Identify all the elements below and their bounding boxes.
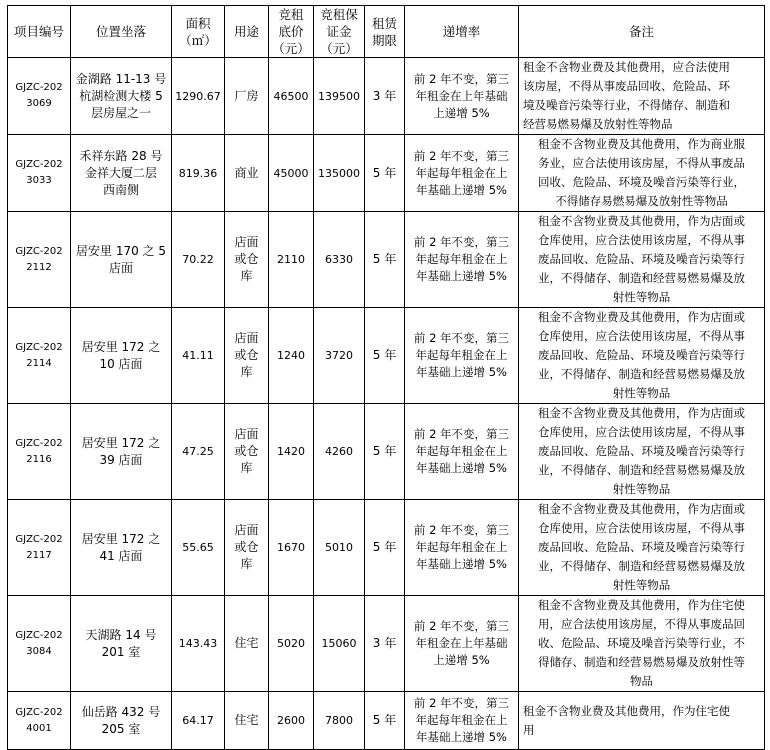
header-code: 项目编号 (8, 6, 71, 58)
cell-term: 3 年 (365, 58, 405, 135)
header-area: 面积 （㎡） (172, 6, 225, 58)
cell-location: 禾祥东路 28 号 金祥大厦二层 西南侧 (71, 135, 172, 212)
cell-use: 住宅 (225, 596, 269, 692)
cell-location: 居安里 172 之 10 店面 (71, 308, 172, 404)
cell-term: 5 年 (365, 212, 405, 308)
cell-increase: 前 2 年不变，第三 年起每年租金在上 年基础上递增 5% (405, 135, 519, 212)
cell-code: GJZC-202 2114 (8, 308, 71, 404)
cell-price: 1240 (269, 308, 314, 404)
cell-deposit: 3720 (314, 308, 365, 404)
table-row (8, 308, 765, 404)
cell-area: 70.22 (172, 212, 225, 308)
cell-area: 47.25 (172, 404, 225, 500)
cell-increase: 前 2 年不变，第三 年起每年租金在上 年基础上递增 5% (405, 500, 519, 596)
cell-area: 143.43 (172, 596, 225, 692)
cell-code: GJZC-202 3084 (8, 596, 71, 692)
cell-remark: 租金不含物业费及其他费用，作为店面或 仓库使用，应合法使用该房屋，不得从事 废品回收、危险品、环境及噪音污染等行 业，不得储存、制造和经营易燃易爆及放 射性等物品 (519, 212, 765, 308)
cell-term: 5 年 (365, 692, 405, 750)
table-row (8, 500, 765, 596)
cell-deposit: 4260 (314, 404, 365, 500)
cell-area: 1290.67 (172, 58, 225, 135)
cell-deposit: 6330 (314, 212, 365, 308)
cell-code: GJZC-202 3069 (8, 58, 71, 135)
cell-deposit: 7800 (314, 692, 365, 750)
cell-increase: 前 2 年不变，第三 年起每年租金在上 年基础上递增 5% (405, 692, 519, 750)
cell-term: 5 年 (365, 135, 405, 212)
cell-term: 5 年 (365, 308, 405, 404)
table-row (8, 212, 765, 308)
cell-use: 厂房 (225, 58, 269, 135)
cell-code: GJZC-202 2116 (8, 404, 71, 500)
cell-use: 店面 或仓 库 (225, 500, 269, 596)
cell-location: 居安里 172 之 39 店面 (71, 404, 172, 500)
cell-location: 金湖路 11-13 号 杭湖检测大楼 5 层房屋之一 (71, 58, 172, 135)
header-deposit: 竞租保 证金 （元） (314, 6, 365, 58)
header-increase: 递增率 (405, 6, 519, 58)
header-price: 竞租 底价 （元） (269, 6, 314, 58)
cell-deposit: 139500 (314, 58, 365, 135)
cell-location: 天湖路 14 号 201 室 (71, 596, 172, 692)
cell-remark: 租金不含物业费及其他费用，应合法使用 该房屋，不得从事废品回收、危险品、环 境及噪音污染等行业，不得储存、制造和 经营易燃易爆及放射性等物品 (519, 58, 765, 135)
cell-price: 2600 (269, 692, 314, 750)
table-row (8, 58, 765, 135)
cell-price: 1420 (269, 404, 314, 500)
header-use: 用途 (225, 6, 269, 58)
table-row (8, 135, 765, 212)
header-row (8, 6, 765, 58)
cell-remark: 租金不含物业费及其他费用，作为店面或 仓库使用，应合法使用该房屋，不得从事 废品回收、危险品、环境及噪音污染等行 业，不得储存、制造和经营易燃易爆及放 射性等物品 (519, 404, 765, 500)
cell-code: GJZC-202 3033 (8, 135, 71, 212)
cell-location: 居安里 170 之 5 店面 (71, 212, 172, 308)
table-row (8, 692, 765, 750)
cell-price: 1670 (269, 500, 314, 596)
header-term: 租赁 期限 (365, 6, 405, 58)
cell-area: 819.36 (172, 135, 225, 212)
cell-term: 3 年 (365, 596, 405, 692)
cell-location: 居安里 172 之 41 店面 (71, 500, 172, 596)
cell-area: 64.17 (172, 692, 225, 750)
cell-deposit: 15060 (314, 596, 365, 692)
cell-use: 住宅 (225, 692, 269, 750)
cell-remark: 租金不含物业费及其他费用，作为住宅使 用，应合法使用该房屋，不得从事废品回 收、危险品、环境及噪音污染等行业，不 得储存、制造和经营易燃易爆及放射性等 物品 (519, 596, 765, 692)
cell-increase: 前 2 年不变，第三 年租金在上年基础 上递增 5% (405, 596, 519, 692)
cell-term: 5 年 (365, 404, 405, 500)
cell-increase: 前 2 年不变，第三 年起每年租金在上 年基础上递增 5% (405, 212, 519, 308)
cell-remark: 租金不含物业费及其他费用，作为住宅使 用 (519, 692, 765, 750)
cell-term: 5 年 (365, 500, 405, 596)
cell-use: 商业 (225, 135, 269, 212)
cell-use: 店面 或仓 库 (225, 404, 269, 500)
cell-price: 46500 (269, 58, 314, 135)
rental-table (7, 5, 765, 750)
cell-remark: 租金不含物业费及其他费用，作为店面或 仓库使用，应合法使用该房屋，不得从事 废品回收、危险品、环境及噪音污染等行 业，不得储存、制造和经营易燃易爆及放 射性等物品 (519, 308, 765, 404)
cell-deposit: 135000 (314, 135, 365, 212)
cell-code: GJZC-202 2117 (8, 500, 71, 596)
cell-use: 店面 或仓 库 (225, 212, 269, 308)
cell-deposit: 5010 (314, 500, 365, 596)
table-row (8, 596, 765, 692)
cell-area: 55.65 (172, 500, 225, 596)
cell-increase: 前 2 年不变，第三 年起每年租金在上 年基础上递增 5% (405, 404, 519, 500)
cell-increase: 前 2 年不变，第三 年起每年租金在上 年基础上递增 5% (405, 308, 519, 404)
cell-increase: 前 2 年不变，第三 年租金在上年基础 上递增 5% (405, 58, 519, 135)
cell-area: 41.11 (172, 308, 225, 404)
header-location: 位置坐落 (71, 6, 172, 58)
cell-code: GJZC-202 4001 (8, 692, 71, 750)
cell-use: 店面 或仓 库 (225, 308, 269, 404)
cell-remark: 租金不含物业费及其他费用，作为店面或 仓库使用，应合法使用该房屋，不得从事 废品回收、危险品、环境及噪音污染等行 业，不得储存、制造和经营易燃易爆及放 射性等物品 (519, 500, 765, 596)
table-row (8, 404, 765, 500)
cell-price: 2110 (269, 212, 314, 308)
cell-code: GJZC-202 2112 (8, 212, 71, 308)
header-remark: 备注 (519, 6, 765, 58)
cell-location: 仙岳路 432 号 205 室 (71, 692, 172, 750)
cell-price: 5020 (269, 596, 314, 692)
cell-price: 45000 (269, 135, 314, 212)
cell-remark: 租金不含物业费及其他费用，作为商业服 务业，应合法使用该房屋，不得从事废品 回收、危险品、环境及噪音污染等行业， 不得储存易燃易爆及放射性等物品 (519, 135, 765, 212)
